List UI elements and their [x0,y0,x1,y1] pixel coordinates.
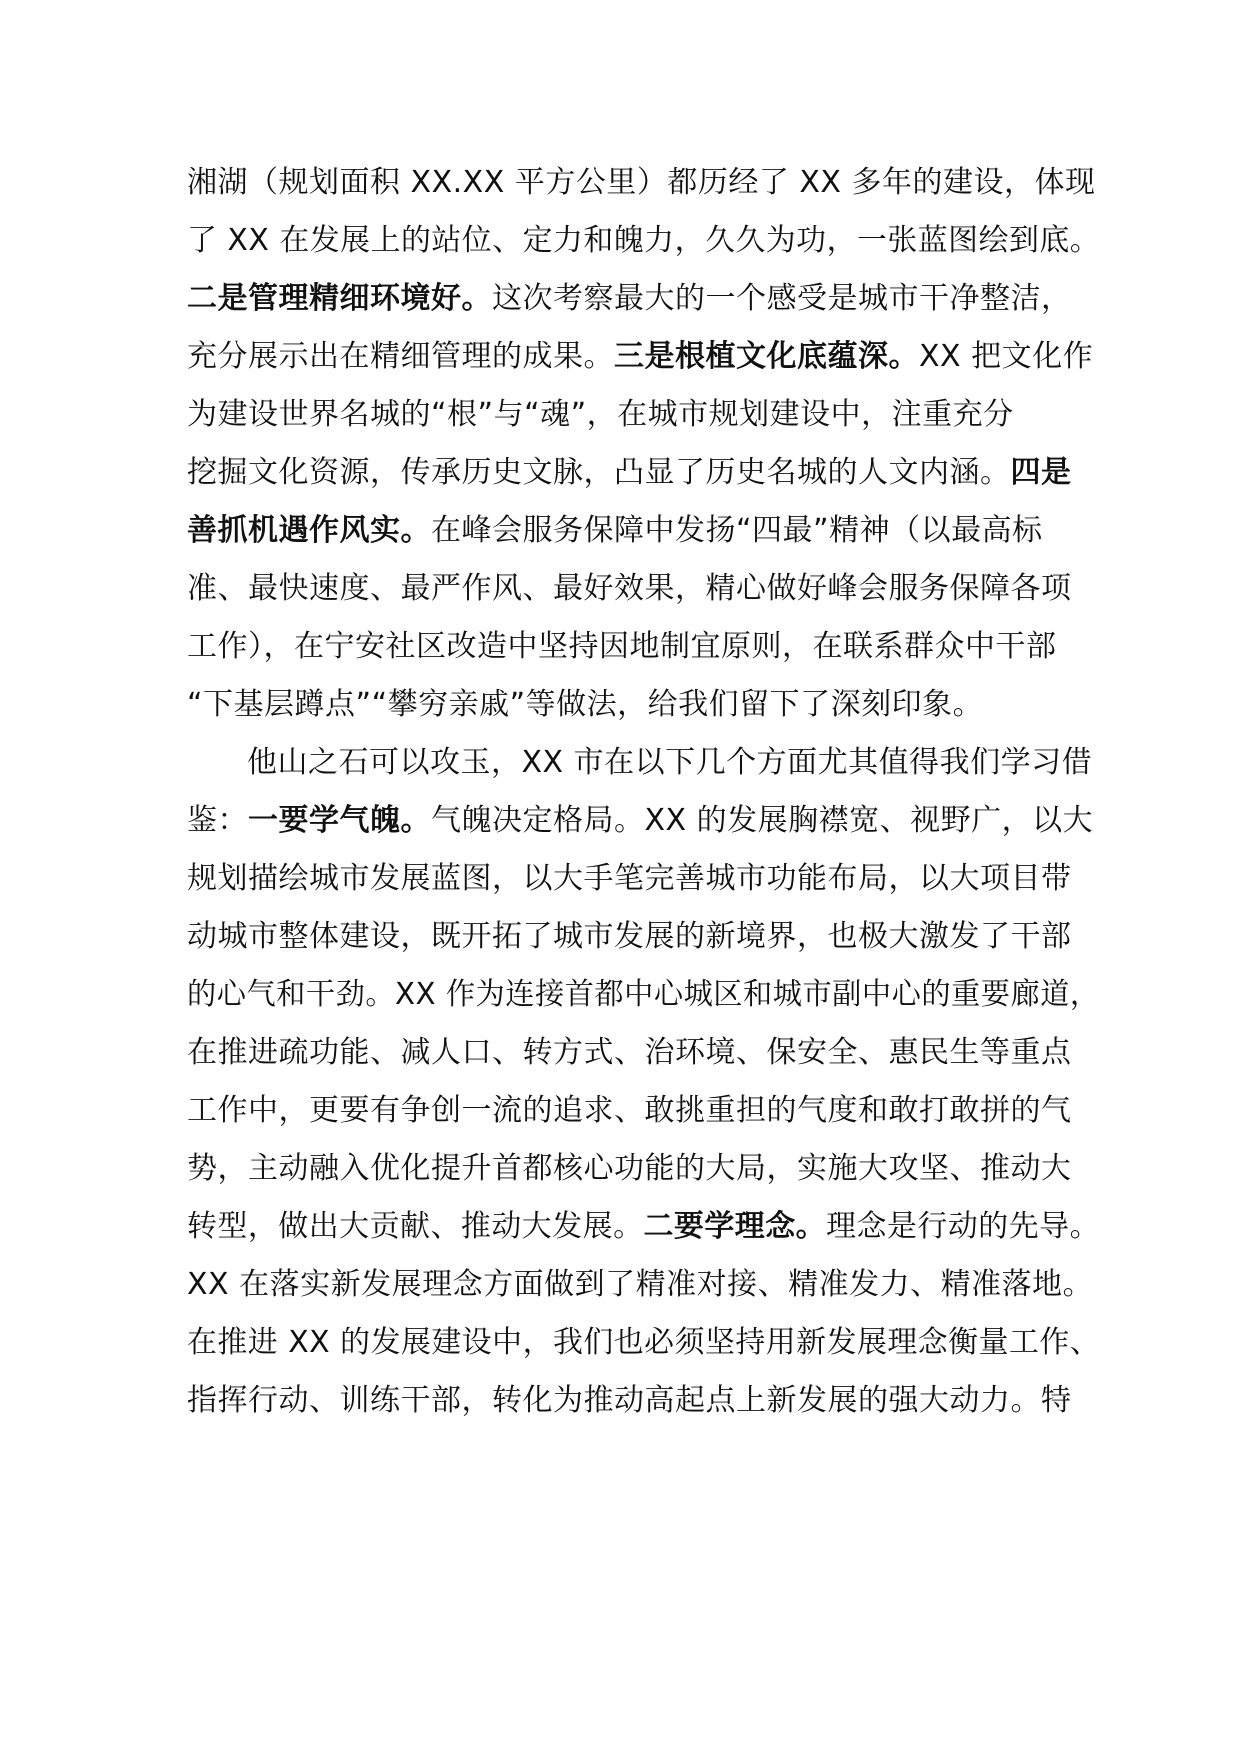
text-line [187,801,1093,841]
body-text: XX 把文化作 [919,339,1094,374]
text-line [187,1323,1100,1363]
body-text: 这次考察最大的一个感受是城市干净整洁， [492,281,1072,316]
bold-heading-text: 一要学气魄。 [248,803,431,838]
body-text: 气魄决定格局。XX 的发展胸襟宽、视野广，以大 [431,803,1094,838]
text-line [187,1265,1093,1305]
body-text: 湘湖（规划面积 XX.XX 平方公里）都历经了 XX 多年的建设，体现 [187,165,1096,200]
body-text: 为建设世界名城的“根”与“魂”，在城市规划建设中，注重充分 [187,397,1014,432]
bold-heading-text: 二要学理念。 [643,1209,827,1244]
body-text: 的心气和干劲。XX 作为连接首都中心城区和城市副中心的重要廊道， [187,977,1100,1012]
text-line [247,743,1092,783]
body-text: 准、最快速度、最严作风、最好效果，精心做好峰会服务保障各项 [187,571,1072,606]
bold-heading-text: 善抓机遇作风实。 [187,513,431,548]
body-text: 工作中，更要有争创一流的追求、敢挑重担的气度和敢打敢拼的气 [187,1093,1072,1128]
body-text: XX 在落实新发展理念方面做到了精准对接、精准发力、精准落地。 [187,1267,1094,1302]
text-line [187,395,1014,435]
body-text: 他山之石可以攻玉，XX 市在以下几个方面尤其值得我们学习借 [247,745,1093,780]
text-line [187,917,1072,957]
body-text: 在推进疏功能、减人口、转方式、治环境、保安全、惠民生等重点 [187,1035,1072,1070]
bold-heading-text: 二是管理精细环境好。 [187,281,492,316]
body-text: 在推进 XX 的发展建设中，我们也必须坚持用新发展理念衡量工作、 [187,1325,1101,1360]
text-line [187,1091,1072,1131]
text-line [187,453,1072,493]
body-text: 工作），在宁安社区改造中坚持因地制宜原则，在联系群众中干部 [187,629,1057,664]
text-line [187,511,1043,551]
body-text: 动城市整体建设，既开拓了城市发展的新境界，也极大激发了干部 [187,919,1072,954]
body-text: 势，主动融入优化提升首都核心功能的大局，实施大攻坚、推动大 [187,1151,1072,1186]
body-text: 挖掘文化资源，传承历史文脉，凸显了历史名城的人文内涵。 [187,455,1011,490]
text-line [187,337,1093,377]
body-text: 理念是行动的先导。 [826,1209,1100,1244]
body-text: 了 XX 在发展上的站位、定力和魄力，久久为功，一张蓝图绘到底。 [187,223,1101,258]
text-line [187,1033,1072,1073]
body-text: 在峰会服务保障中发扬“四最”精神（以最高标 [431,513,1043,548]
body-text: 充分展示出在精细管理的成果。 [187,339,614,374]
text-line [187,1207,1100,1247]
text-line [187,685,983,725]
body-text: 指挥行动、训练干部，转化为推动高起点上新发展的强大动力。特 [187,1383,1072,1418]
text-line [187,163,1096,203]
text-line [187,1149,1072,1189]
text-line [187,975,1100,1015]
text-line [187,859,1072,899]
text-line [187,627,1057,667]
text-line [187,279,1072,319]
text-line [187,221,1100,261]
text-line [187,569,1072,609]
body-text: 规划描绘城市发展蓝图，以大手笔完善城市功能布局，以大项目带 [187,861,1072,896]
body-text: 转型，做出大贡献、推动大发展。 [187,1209,644,1244]
bold-heading-text: 三是根植文化底蕴深。 [614,339,919,374]
text-line [187,1381,1072,1421]
body-text: 鉴： [187,803,248,838]
bold-heading-text: 四是 [1010,455,1072,490]
body-text: “下基层蹲点”“攀穷亲戚”等做法，给我们留下了深刻印象。 [187,687,984,722]
